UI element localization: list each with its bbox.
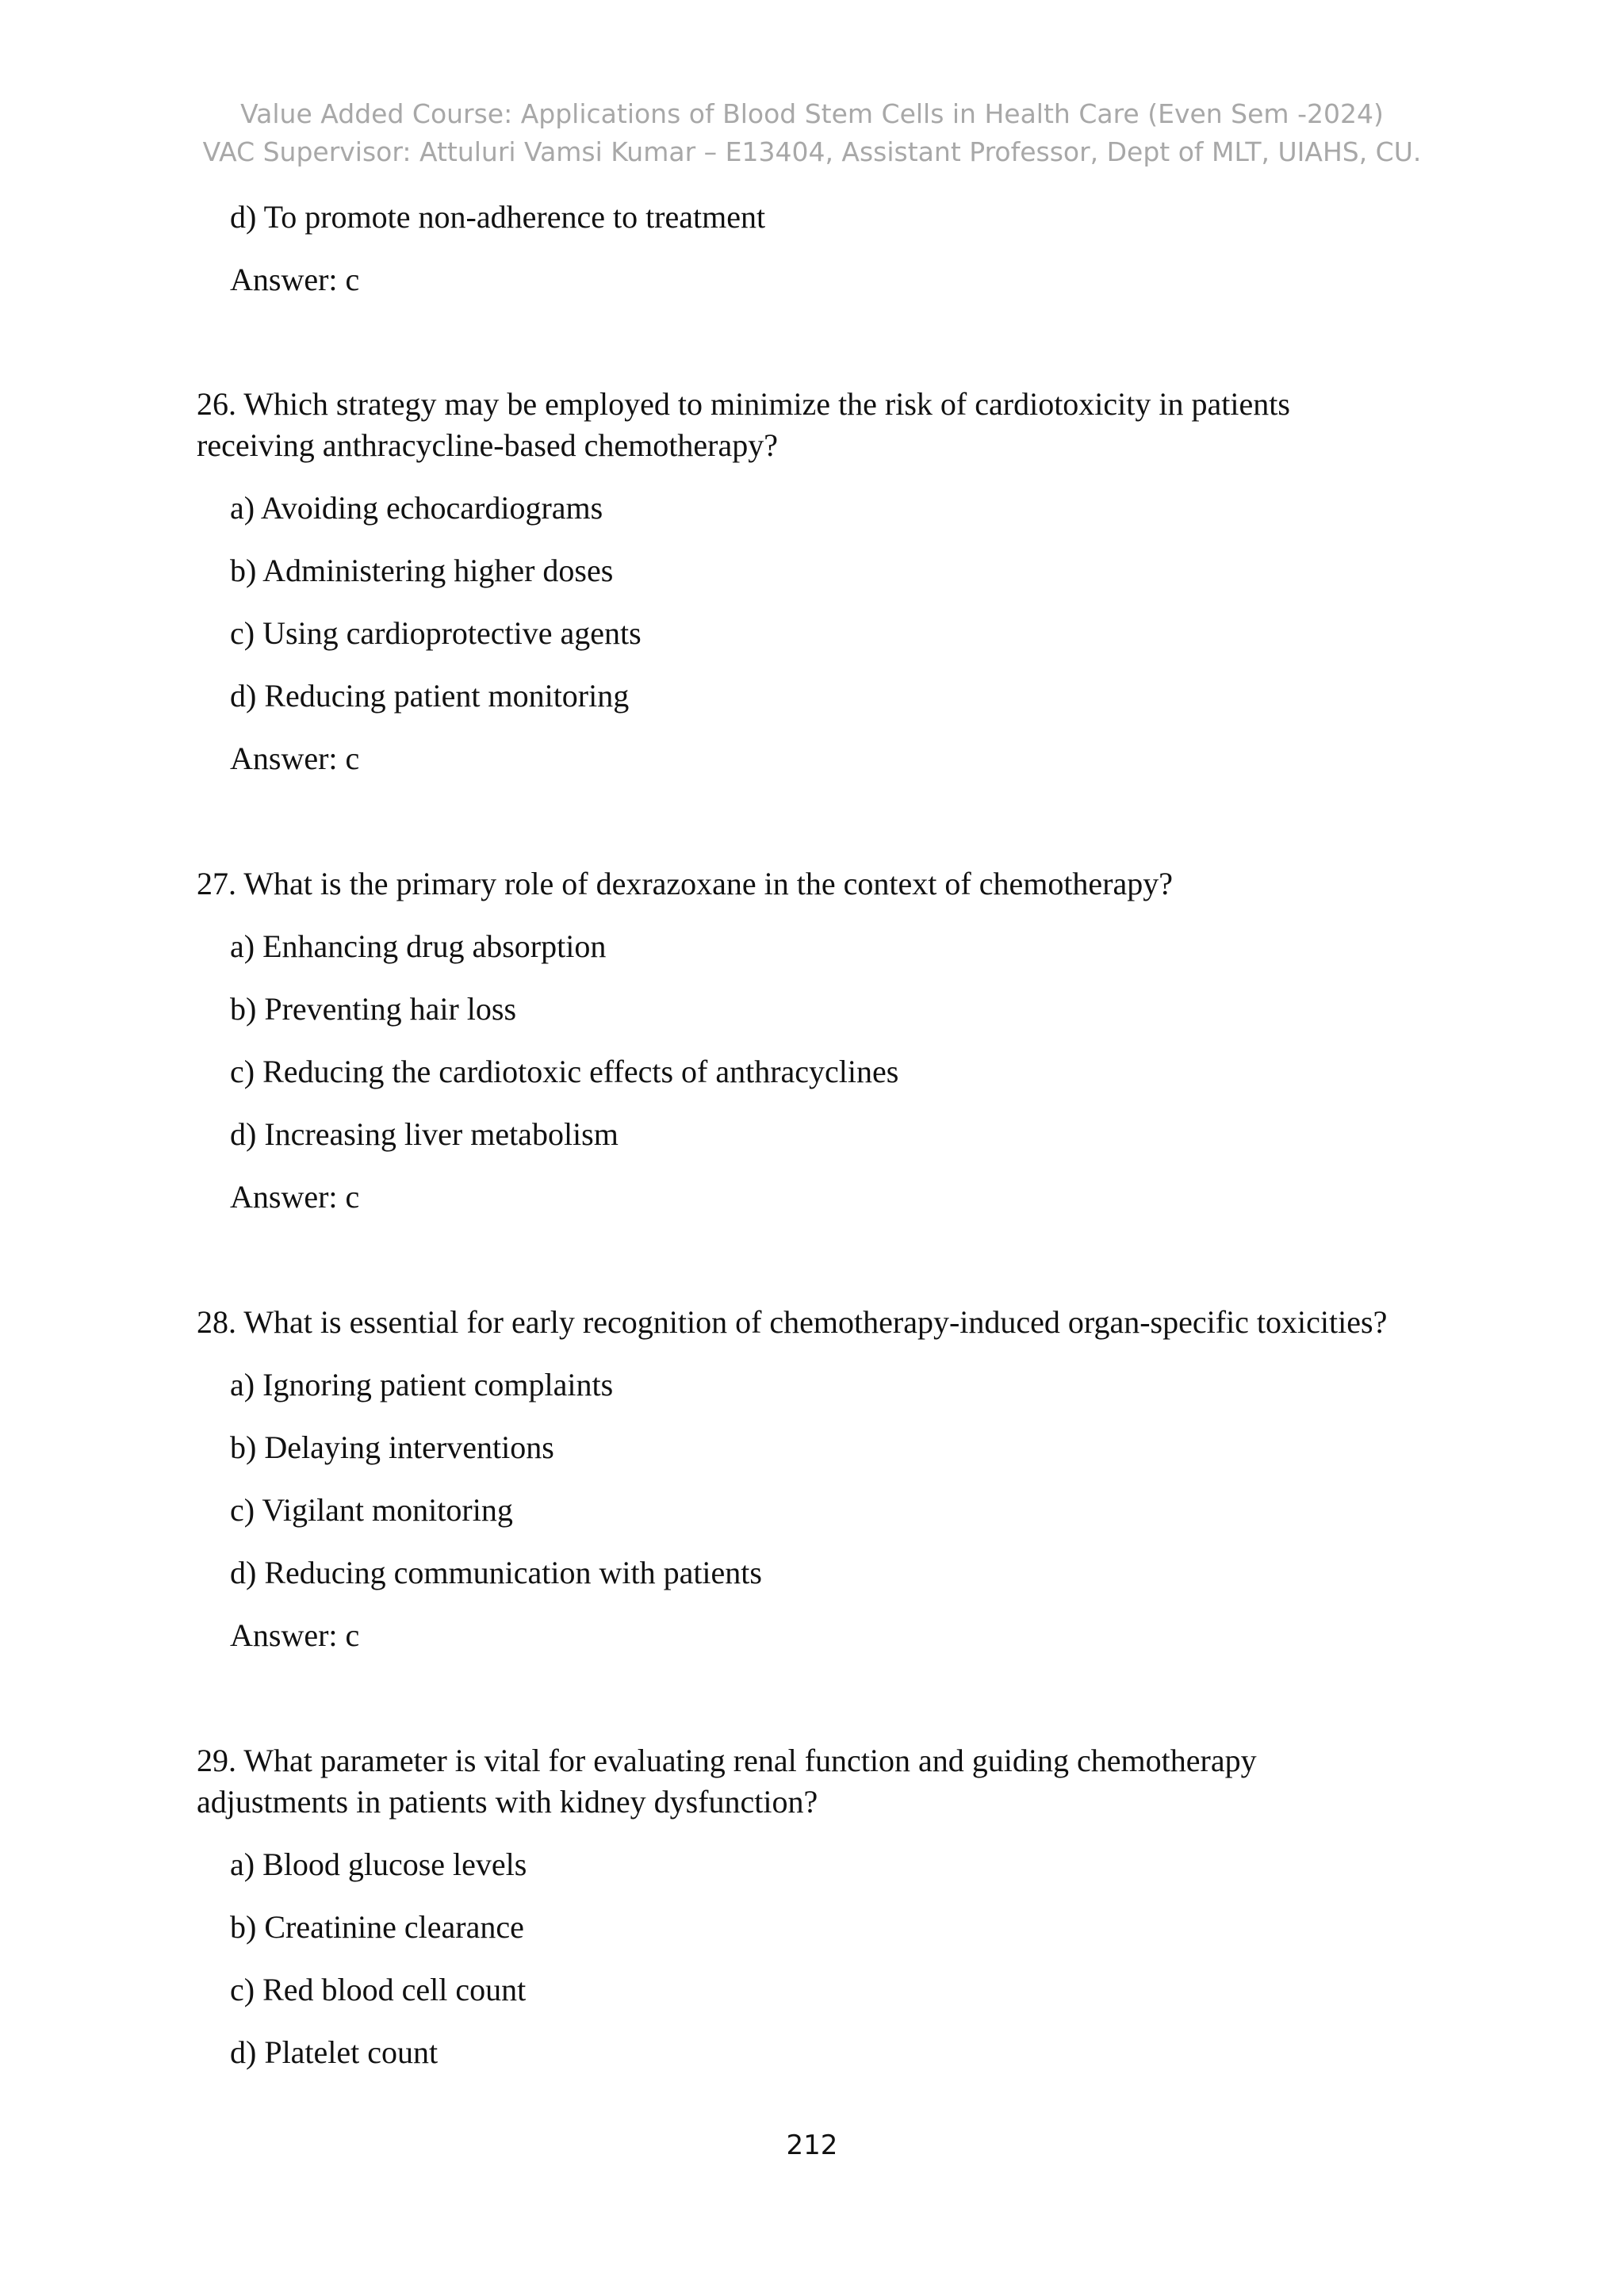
option-a: a) Ignoring patient complaints — [230, 1367, 614, 1402]
option-d: d) Reducing patient monitoring — [230, 678, 630, 714]
answer: Answer: c — [230, 1179, 360, 1215]
question-text: 26. Which strategy may be employed to minimize the risk of cardiotoxicity in patients — [197, 386, 1290, 422]
option-c: c) Using cardioprotective agents — [230, 615, 642, 651]
option-d: d) Platelet count — [230, 2034, 439, 2070]
question-text: 27. What is the primary role of dexrazoxane in the context of chemotherapy? — [197, 866, 1174, 901]
option-b: b) Delaying interventions — [230, 1429, 554, 1465]
option-c: c) Reducing the cardiotoxic effects of anthracyclines — [230, 1054, 899, 1089]
answer: Answer: c — [230, 1617, 360, 1653]
page-number: 212 — [786, 2130, 838, 2161]
option-d: d) Increasing liver metabolism — [230, 1116, 619, 1152]
option-a: a) Enhancing drug absorption — [230, 928, 607, 964]
option-d: d) To promote non-adherence to treatment — [230, 199, 766, 235]
option-c: c) Vigilant monitoring — [230, 1492, 513, 1528]
option-b: b) Administering higher doses — [230, 553, 614, 588]
option-b: b) Creatinine clearance — [230, 1909, 524, 1945]
answer: Answer: c — [230, 262, 360, 297]
question-text: 29. What parameter is vital for evaluating renal function and guiding chemotherapy — [197, 1743, 1257, 1778]
header-supervisor: VAC Supervisor: Attuluri Vamsi Kumar – E13404, Assistant Professor, Dept of MLT, UIAHS, CU. — [202, 136, 1422, 167]
option-b: b) Preventing hair loss — [230, 991, 517, 1027]
question-text: 28. What is essential for early recognition of chemotherapy-induced organ-specific toxicities? — [197, 1304, 1388, 1340]
option-a: a) Avoiding echocardiograms — [230, 490, 603, 526]
option-d: d) Reducing communication with patients — [230, 1555, 762, 1590]
option-a: a) Blood glucose levels — [230, 1846, 527, 1882]
question-text-continued: receiving anthracycline-based chemotherapy? — [197, 427, 778, 463]
option-c: c) Red blood cell count — [230, 1972, 527, 2007]
header-course-title: Value Added Course: Applications of Blood Stem Cells in Health Care (Even Sem -2024) — [240, 98, 1384, 129]
answer: Answer: c — [230, 740, 360, 776]
question-text-continued: adjustments in patients with kidney dysfunction? — [197, 1784, 818, 1820]
